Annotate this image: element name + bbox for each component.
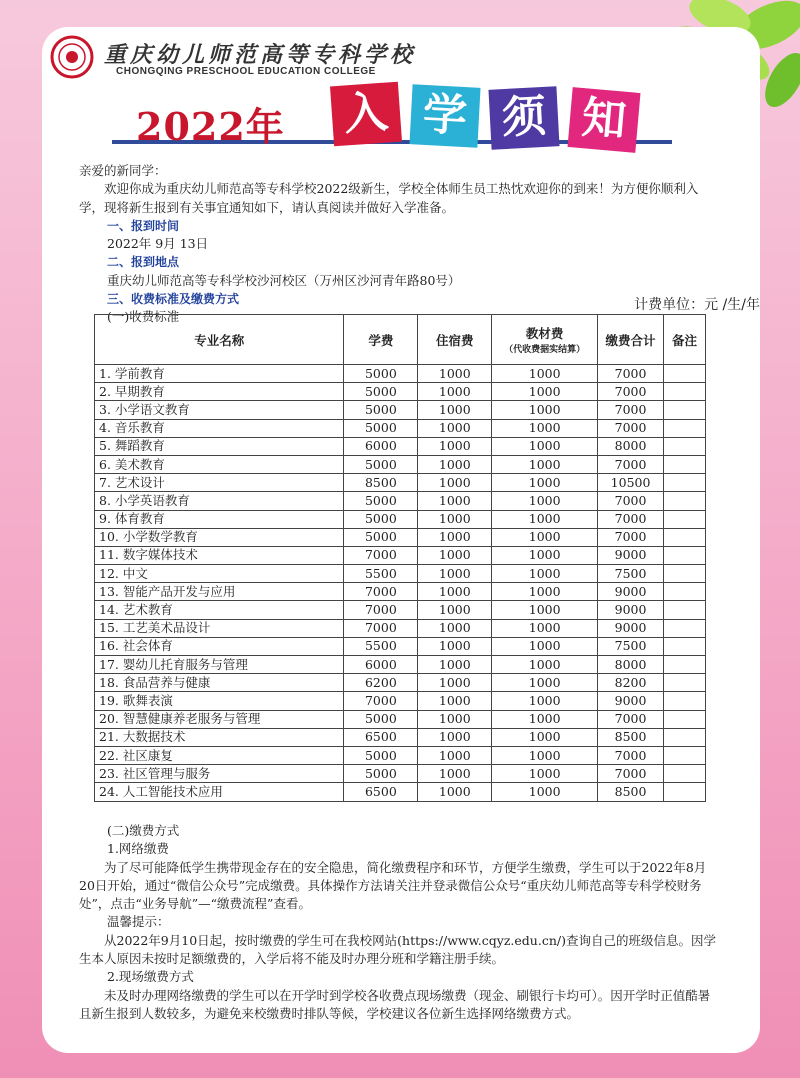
cell-books: 1000 <box>492 565 598 583</box>
table-row <box>95 674 706 692</box>
cell-total: 9000 <box>598 619 664 637</box>
cell-major: 7. 艺术设计 <box>95 474 344 492</box>
cell-total: 7500 <box>598 637 664 655</box>
cell-books: 1000 <box>492 637 598 655</box>
cell-total: 9000 <box>598 692 664 710</box>
onsite-text: 未及时办理网络缴费的学生可以在开学时到学校各收费点现场缴费（现金、刷银行卡均可）。因开学时正值酷暑且新生报到人数较多，为避免来校缴费时排队等候，学校建议各位新生选择网络缴费方式。 <box>79 987 711 1021</box>
cell-total: 7000 <box>598 746 664 764</box>
table-row <box>95 637 706 655</box>
cell-remark <box>664 746 706 764</box>
cell-dorm: 1000 <box>418 492 492 510</box>
header-books <box>492 315 598 365</box>
section-1-text: 2022年 9月 13日 <box>107 236 209 252</box>
cell-dorm: 1000 <box>418 510 492 528</box>
payment-title: (二)缴费方式 <box>107 823 180 838</box>
header-books-note: （代收费据实结算） <box>504 345 586 355</box>
cell-tuition: 6200 <box>344 674 418 692</box>
cell-dorm: 1000 <box>418 455 492 473</box>
table-row <box>95 419 706 437</box>
cell-dorm: 1000 <box>418 746 492 764</box>
cell-dorm: 1000 <box>418 546 492 564</box>
table-row <box>95 619 706 637</box>
cell-remark <box>664 565 706 583</box>
cell-total: 7000 <box>598 510 664 528</box>
cell-tuition: 6500 <box>344 783 418 801</box>
cell-remark <box>664 783 706 801</box>
cell-dorm: 1000 <box>418 565 492 583</box>
header-books-label: 教材费 <box>525 326 564 341</box>
cell-total: 7000 <box>598 528 664 546</box>
cell-remark <box>664 601 706 619</box>
cell-total: 8500 <box>598 728 664 746</box>
payment-content <box>79 822 719 1023</box>
table-row <box>95 656 706 674</box>
school-name-en: CHONGQING PRESCHOOL EDUCATION COLLEGE <box>116 66 376 77</box>
title-year: 2022年 <box>136 104 285 149</box>
onsite-title: 2.现场缴费方式 <box>107 969 194 985</box>
cell-dorm: 1000 <box>418 437 492 455</box>
cell-tuition: 6500 <box>344 728 418 746</box>
cell-books: 1000 <box>492 783 598 801</box>
cell-books: 1000 <box>492 474 598 492</box>
cell-total: 8500 <box>598 783 664 801</box>
section-3-sub: (一)收费标准 <box>107 309 180 325</box>
cell-books: 1000 <box>492 765 598 783</box>
cell-total: 10500 <box>598 474 664 492</box>
title-char-4: 知 <box>568 87 641 153</box>
fee-unit: 计费单位：元 /生/年 <box>634 297 760 313</box>
cell-books: 1000 <box>492 601 598 619</box>
cell-tuition: 8500 <box>344 474 418 492</box>
cell-major: 17. 婴幼儿托育服务与管理 <box>95 656 344 674</box>
cell-total: 9000 <box>598 546 664 564</box>
cell-books: 1000 <box>492 656 598 674</box>
cell-major: 16. 社会体育 <box>95 637 344 655</box>
cell-dorm: 1000 <box>418 710 492 728</box>
table-row <box>95 728 706 746</box>
cell-dorm: 1000 <box>418 583 492 601</box>
cell-remark <box>664 365 706 383</box>
cell-remark <box>664 710 706 728</box>
cell-total: 7000 <box>598 765 664 783</box>
cell-remark <box>664 419 706 437</box>
header-remark: 备注 <box>664 315 706 365</box>
cell-major: 4. 音乐教育 <box>95 419 344 437</box>
table-row <box>95 583 706 601</box>
title-char-3: 须 <box>488 86 559 149</box>
cell-books: 1000 <box>492 710 598 728</box>
cell-major: 2. 早期教育 <box>95 383 344 401</box>
section-3-title: 三、收费标准及缴费方式 <box>107 292 240 307</box>
cell-major: 1. 学前教育 <box>95 365 344 383</box>
cell-total: 7000 <box>598 365 664 383</box>
cell-dorm: 1000 <box>418 601 492 619</box>
cell-tuition: 5000 <box>344 528 418 546</box>
cell-tuition: 5000 <box>344 401 418 419</box>
cell-dorm: 1000 <box>418 365 492 383</box>
cell-tuition: 5000 <box>344 765 418 783</box>
tip-text: 从2022年9月10日起，按时缴费的学生可在我校网站(https://www.cqyz.edu.cn/)查询自己的班级信息。因学生本人原因未按时足额缴费的，入学后将不能及时办理分班和学籍注册手续。 <box>79 932 716 967</box>
cell-dorm: 1000 <box>418 637 492 655</box>
cell-remark <box>664 528 706 546</box>
cell-books: 1000 <box>492 492 598 510</box>
cell-total: 7000 <box>598 492 664 510</box>
cell-tuition: 5000 <box>344 365 418 383</box>
cell-tuition: 5000 <box>344 492 418 510</box>
table-row <box>95 455 706 473</box>
cell-tuition: 5000 <box>344 746 418 764</box>
cell-major: 18. 食品营养与健康 <box>95 674 344 692</box>
cell-major: 23. 社区管理与服务 <box>95 765 344 783</box>
cell-tuition: 5000 <box>344 419 418 437</box>
header-total: 缴费合计 <box>598 315 664 365</box>
cell-tuition: 7000 <box>344 583 418 601</box>
cell-total: 8000 <box>598 437 664 455</box>
table-row <box>95 601 706 619</box>
cell-major: 5. 舞蹈教育 <box>95 437 344 455</box>
cell-major: 12. 中文 <box>95 565 344 583</box>
cell-tuition: 7000 <box>344 692 418 710</box>
cell-major: 15. 工艺美术品设计 <box>95 619 344 637</box>
cell-remark <box>664 492 706 510</box>
cell-major: 22. 社区康复 <box>95 746 344 764</box>
table-row <box>95 383 706 401</box>
table-row <box>95 565 706 583</box>
cell-major: 21. 大数据技术 <box>95 728 344 746</box>
cell-major: 11. 数字媒体技术 <box>95 546 344 564</box>
section-2-text: 重庆幼儿师范高等专科学校沙河校区（万州区沙河青年路80号） <box>107 272 461 288</box>
table-row <box>95 492 706 510</box>
cell-remark <box>664 583 706 601</box>
section-1-title: 一、报到时间 <box>107 218 180 233</box>
intro-paragraph: 欢迎你成为重庆幼儿师范高等专科学校2022级新生，学校全体师生员工热忱欢迎你的到来！为方便你顺利入学，现将新生报到有关事宜通知如下，请认真阅读并做好入学准备。 <box>79 181 699 215</box>
fee-table-body <box>95 365 706 802</box>
cell-total: 9000 <box>598 601 664 619</box>
cell-dorm: 1000 <box>418 383 492 401</box>
table-row <box>95 437 706 455</box>
cell-dorm: 1000 <box>418 419 492 437</box>
cell-tuition: 5500 <box>344 637 418 655</box>
header-dorm: 住宿费 <box>418 315 492 365</box>
cell-books: 1000 <box>492 746 598 764</box>
table-row <box>95 528 706 546</box>
cell-dorm: 1000 <box>418 656 492 674</box>
table-row <box>95 546 706 564</box>
cell-tuition: 7000 <box>344 546 418 564</box>
cell-dorm: 1000 <box>418 728 492 746</box>
table-row <box>95 401 706 419</box>
cell-books: 1000 <box>492 510 598 528</box>
table-header-row <box>95 315 706 365</box>
cell-dorm: 1000 <box>418 783 492 801</box>
table-row <box>95 746 706 764</box>
cell-remark <box>664 674 706 692</box>
cell-remark <box>664 510 706 528</box>
cell-remark <box>664 765 706 783</box>
cell-major: 19. 歌舞表演 <box>95 692 344 710</box>
cell-major: 6. 美术教育 <box>95 455 344 473</box>
cell-books: 1000 <box>492 692 598 710</box>
cell-books: 1000 <box>492 419 598 437</box>
cell-dorm: 1000 <box>418 528 492 546</box>
cell-dorm: 1000 <box>418 765 492 783</box>
cell-tuition: 5000 <box>344 710 418 728</box>
cell-major: 13. 智能产品开发与应用 <box>95 583 344 601</box>
cell-total: 8000 <box>598 656 664 674</box>
table-row <box>95 365 706 383</box>
cell-major: 14. 艺术教育 <box>95 601 344 619</box>
cell-tuition: 7000 <box>344 601 418 619</box>
cell-books: 1000 <box>492 365 598 383</box>
cell-books: 1000 <box>492 546 598 564</box>
cell-books: 1000 <box>492 401 598 419</box>
cell-major: 10. 小学数学教育 <box>95 528 344 546</box>
cell-books: 1000 <box>492 383 598 401</box>
cell-total: 7000 <box>598 383 664 401</box>
school-logo-icon <box>50 35 94 79</box>
cell-major: 8. 小学英语教育 <box>95 492 344 510</box>
cell-remark <box>664 692 706 710</box>
cell-tuition: 5500 <box>344 565 418 583</box>
cell-major: 3. 小学语文教育 <box>95 401 344 419</box>
cell-books: 1000 <box>492 437 598 455</box>
cell-total: 7000 <box>598 419 664 437</box>
intro-content <box>79 162 719 327</box>
cell-remark <box>664 383 706 401</box>
tip-title: 温馨提示： <box>107 914 170 930</box>
cell-major: 9. 体育教育 <box>95 510 344 528</box>
header-major: 专业名称 <box>95 315 344 365</box>
cell-remark <box>664 728 706 746</box>
online-text: 为了尽可能降低学生携带现金存在的安全隐患，简化缴费程序和环节，方便学生缴费，学生可以于2022年8月20日开始，通过“微信公众号”完成缴费。具体操作方法请关注并登录微信公众号“重庆幼儿师范高等专科学校财务处”，点击“业务导航”—“缴费流程”查看。 <box>79 859 707 912</box>
table-row <box>95 692 706 710</box>
cell-remark <box>664 546 706 564</box>
cell-dorm: 1000 <box>418 619 492 637</box>
table-row <box>95 510 706 528</box>
cell-tuition: 5000 <box>344 510 418 528</box>
cell-total: 7500 <box>598 565 664 583</box>
cell-total: 7000 <box>598 710 664 728</box>
online-title: 1.网络缴费 <box>107 841 169 857</box>
greeting: 亲爱的新同学： <box>79 163 167 178</box>
cell-total: 7000 <box>598 455 664 473</box>
cell-dorm: 1000 <box>418 401 492 419</box>
cell-remark <box>664 474 706 492</box>
cell-tuition: 5000 <box>344 383 418 401</box>
school-name-cn: 重庆幼儿师范高等专科学校 <box>104 42 417 68</box>
cell-tuition: 5000 <box>344 455 418 473</box>
cell-books: 1000 <box>492 728 598 746</box>
cell-remark <box>664 619 706 637</box>
cell-remark <box>664 455 706 473</box>
fee-table <box>94 314 706 802</box>
cell-tuition: 7000 <box>344 619 418 637</box>
title-char-1: 入 <box>330 82 402 147</box>
cell-major: 20. 智慧健康养老服务与管理 <box>95 710 344 728</box>
cell-tuition: 6000 <box>344 656 418 674</box>
cell-books: 1000 <box>492 619 598 637</box>
cell-books: 1000 <box>492 455 598 473</box>
cell-remark <box>664 401 706 419</box>
cell-total: 9000 <box>598 583 664 601</box>
cell-tuition: 6000 <box>344 437 418 455</box>
title-char-2: 学 <box>409 84 480 147</box>
header-tuition: 学费 <box>344 315 418 365</box>
table-row <box>95 765 706 783</box>
table-row <box>95 474 706 492</box>
cell-remark <box>664 637 706 655</box>
cell-books: 1000 <box>492 583 598 601</box>
table-row <box>95 710 706 728</box>
section-2-title: 二、报到地点 <box>107 255 180 270</box>
cell-total: 8200 <box>598 674 664 692</box>
cell-dorm: 1000 <box>418 474 492 492</box>
cell-dorm: 1000 <box>418 674 492 692</box>
cell-remark <box>664 437 706 455</box>
cell-major: 24. 人工智能技术应用 <box>95 783 344 801</box>
cell-total: 7000 <box>598 401 664 419</box>
cell-remark <box>664 656 706 674</box>
cell-books: 1000 <box>492 674 598 692</box>
table-row <box>95 783 706 801</box>
cell-dorm: 1000 <box>418 692 492 710</box>
cell-books: 1000 <box>492 528 598 546</box>
